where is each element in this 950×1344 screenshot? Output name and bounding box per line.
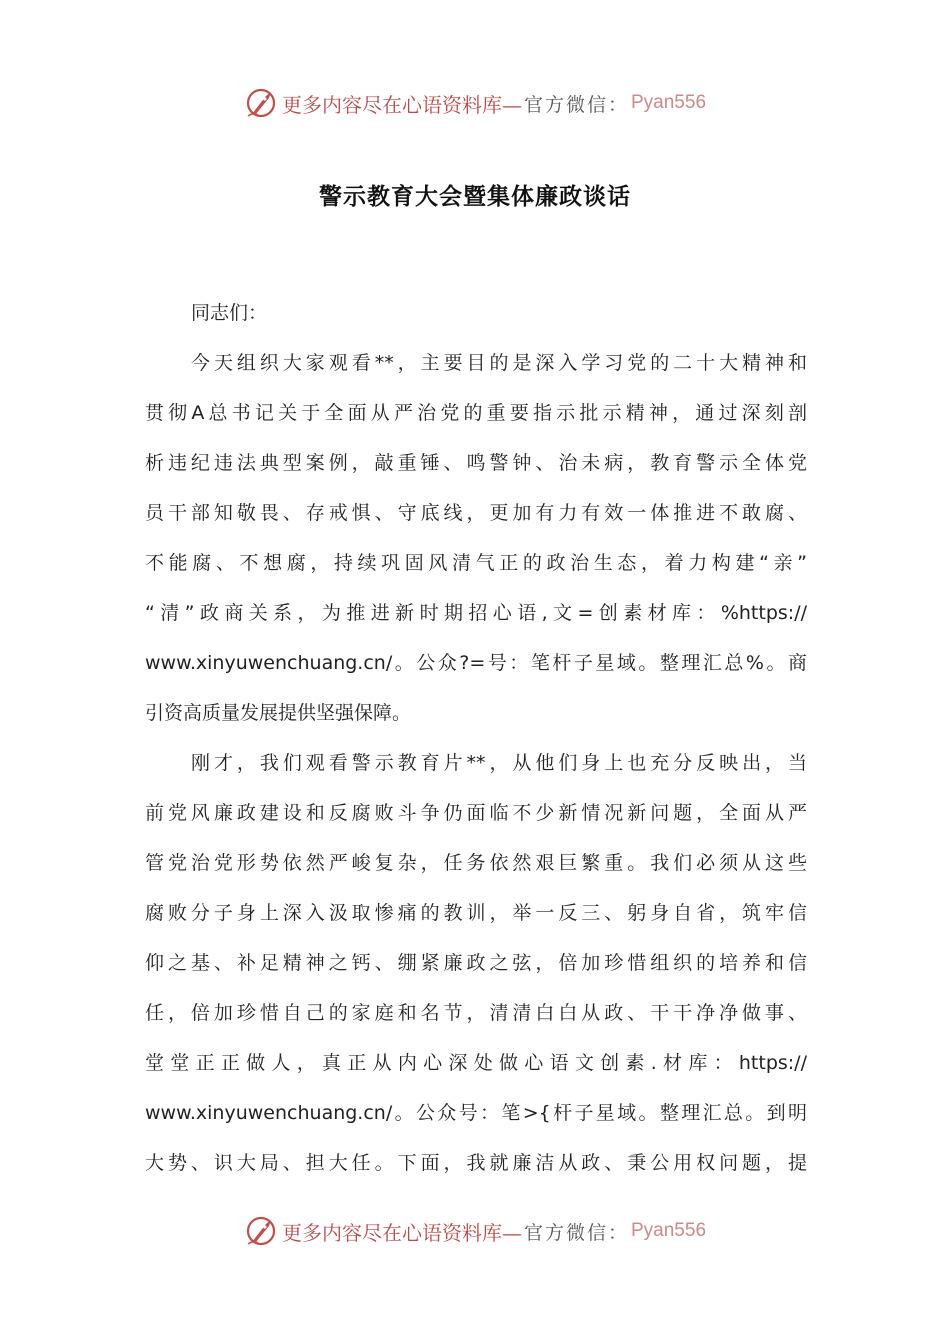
banner-text: 更多内容尽在心语资料库—: [281, 92, 522, 117]
body-line: 引资高质量发展提供坚强保障。: [145, 702, 412, 724]
body-line: “清”政商关系，为推进新时期招心语,文=创素材库：%https://: [145, 602, 807, 624]
body-line: www.xinyuwenchuang.cn/。公众?=号：笔杆子星域。整理汇总%。商: [145, 652, 807, 674]
body-line: www.xinyuwenchuang.cn/。公众号：笔>{杆子星域。整理汇总。到明: [145, 1102, 807, 1124]
header-banner: [0, 83, 950, 123]
footer-banner: [0, 1211, 950, 1251]
body-line: 任，倍加珍惜自己的家庭和名节，清清白白从政、干干净净做事、: [145, 1002, 807, 1024]
pen-nib-circle-logo-icon: [244, 86, 278, 120]
banner-wechat-id: Pyan556: [631, 92, 707, 113]
body-line: 不能腐、不想腐，持续巩固风清气正的政治生态，着力构建“亲”: [145, 552, 807, 574]
pen-nib-circle-logo-icon: [244, 1214, 278, 1248]
banner-wechat-id: Pyan556: [631, 1220, 707, 1241]
body-line: 腐败分子身上深入汲取惨痛的教训，举一反三、躬身自省，筑牢信: [145, 902, 807, 924]
body-line: 仰之基、补足精神之钙、绷紧廉政之弦，倍加珍惜组织的培养和信: [145, 952, 807, 974]
body-line: 析违纪违法典型案例，敲重锤、鸣警钟、治未病，教育警示全体党: [145, 452, 807, 474]
body-line: 贯彻A总书记关于全面从严治党的重要指示批示精神，通过深刻剖: [145, 402, 807, 424]
body-line: 前党风廉政建设和反腐败斗争仍面临不少新情况新问题，全面从严: [145, 802, 807, 824]
greeting-line: 同志们：: [191, 302, 268, 324]
banner-wechat-label: 官方微信：: [523, 93, 629, 116]
banner-text: 更多内容尽在心语资料库—: [281, 1220, 522, 1245]
document-title: 警示教育大会暨集体廉政谈话: [319, 184, 631, 210]
body-line: 管党治党形势依然严峻复杂，任务依然艰巨繁重。我们必须从这些: [145, 852, 807, 874]
body-line: 刚才，我们观看警示教育片**，从他们身上也充分反映出，当: [191, 752, 807, 774]
banner-wechat-label: 官方微信：: [523, 1221, 629, 1244]
body-line: 员干部知敬畏、存戒惧、守底线，更加有力有效一体推进不敢腐、: [145, 502, 807, 524]
document-body: [145, 288, 807, 1188]
body-line: 堂堂正正做人，真正从内心深处做心语文创素.材库：https://: [145, 1052, 807, 1074]
body-line: 今天组织大家观看**，主要目的是深入学习党的二十大精神和: [191, 352, 807, 374]
body-line: 大势、识大局、担大任。下面，我就廉洁从政、秉公用权问题，提: [145, 1152, 807, 1174]
